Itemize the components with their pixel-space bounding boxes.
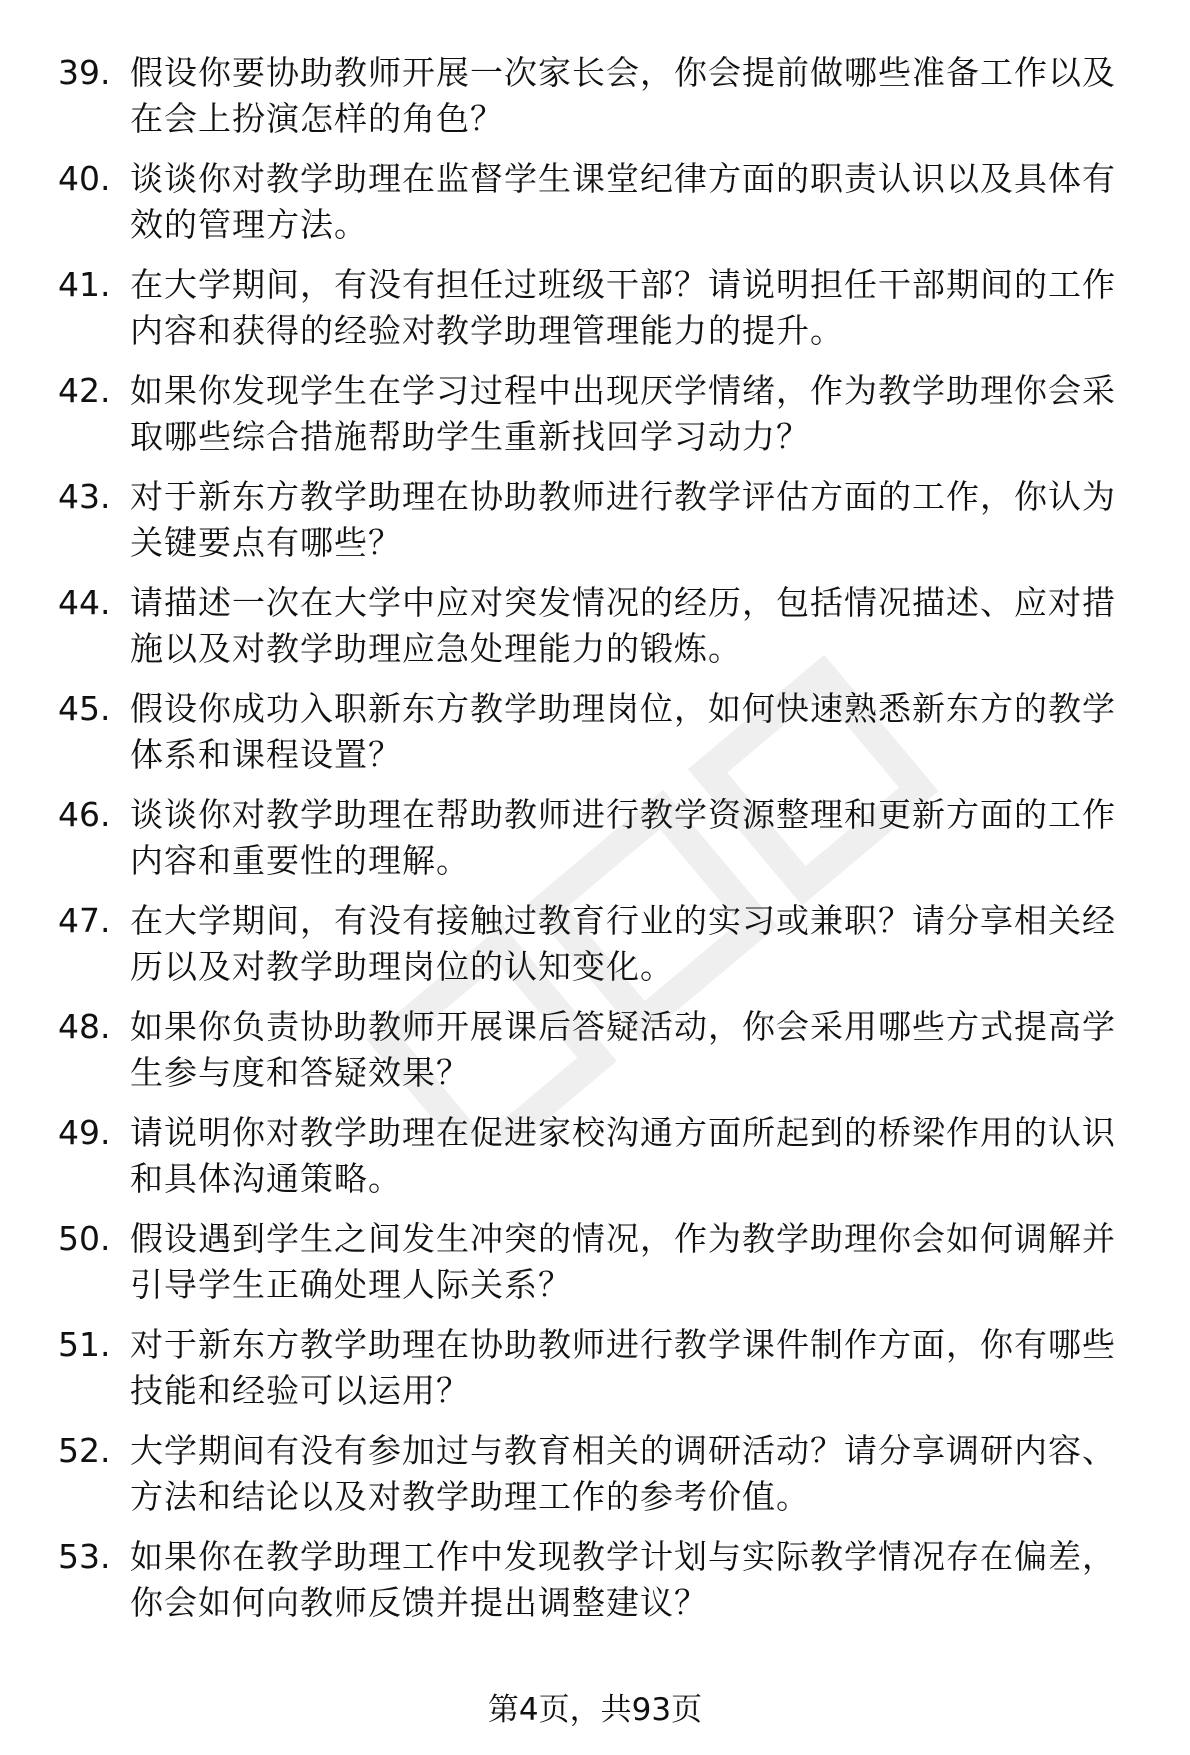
question-number: 45. (58, 689, 111, 728)
question-item (58, 580, 1148, 686)
question-item (58, 686, 1148, 792)
question-item (58, 898, 1148, 1004)
question-number: 46. (58, 795, 111, 834)
question-number: 41. (58, 265, 111, 304)
question-text: 假设你成功入职新东方教学助理岗位，如何快速熟悉新东方的教学体系和课程设置？ (130, 689, 1116, 774)
question-text: 如果你在教学助理工作中发现教学计划与实际教学情况存在偏差，你会如何向教师反馈并提出调整建议？ (130, 1537, 1116, 1622)
question-text: 假设遇到学生之间发生冲突的情况，作为教学助理你会如何调解并引导学生正确处理人际关系？ (130, 1219, 1116, 1304)
question-text: 假设你要协助教师开展一次家长会，你会提前做哪些准备工作以及在会上扮演怎样的角色？ (130, 53, 1116, 138)
question-item (58, 156, 1148, 262)
question-text: 如果你负责协助教师开展课后答疑活动，你会采用哪些方式提高学生参与度和答疑效果？ (130, 1007, 1116, 1092)
question-item (58, 1110, 1148, 1216)
question-text: 请说明你对教学助理在促进家校沟通方面所起到的桥梁作用的认识和具体沟通策略。 (130, 1113, 1116, 1198)
question-item (58, 1216, 1148, 1322)
question-number: 50. (58, 1219, 111, 1258)
question-number: 48. (58, 1007, 111, 1046)
question-text: 在大学期间，有没有接触过教育行业的实习或兼职？请分享相关经历以及对教学助理岗位的认知变化。 (130, 901, 1116, 986)
question-text: 请描述一次在大学中应对突发情况的经历，包括情况描述、应对措施以及对教学助理应急处理能力的锻炼。 (130, 583, 1116, 668)
question-item (58, 50, 1148, 156)
page-number-footer: 第4页，共93页 (487, 1692, 703, 1728)
question-number: 40. (58, 159, 111, 198)
question-text: 谈谈你对教学助理在帮助教师进行教学资源整理和更新方面的工作内容和重要性的理解。 (130, 795, 1116, 880)
question-item (58, 1534, 1148, 1640)
question-item (58, 1428, 1148, 1534)
question-number: 52. (58, 1431, 111, 1470)
question-text: 对于新东方教学助理在协助教师进行教学评估方面的工作，你认为关键要点有哪些？ (130, 477, 1116, 562)
question-item (58, 1322, 1148, 1428)
question-number: 53. (58, 1537, 111, 1576)
question-text: 大学期间有没有参加过与教育相关的调研活动？请分享调研内容、方法和结论以及对教学助理工作的参考价值。 (130, 1431, 1116, 1516)
question-text: 如果你发现学生在学习过程中出现厌学情绪，作为教学助理你会采取哪些综合措施帮助学生重新找回学习动力？ (130, 371, 1116, 456)
question-item (58, 368, 1148, 474)
question-number: 43. (58, 477, 111, 516)
question-item (58, 262, 1148, 368)
question-list (58, 50, 1148, 1640)
question-item (58, 1004, 1148, 1110)
question-text: 谈谈你对教学助理在监督学生课堂纪律方面的职责认识以及具体有效的管理方法。 (130, 159, 1116, 244)
question-text: 对于新东方教学助理在协助教师进行教学课件制作方面，你有哪些技能和经验可以运用？ (130, 1325, 1116, 1410)
question-number: 39. (58, 53, 111, 92)
question-number: 42. (58, 371, 111, 410)
question-text: 在大学期间，有没有担任过班级干部？请说明担任干部期间的工作内容和获得的经验对教学助理管理能力的提升。 (130, 265, 1116, 350)
question-number: 49. (58, 1113, 111, 1152)
question-number: 51. (58, 1325, 111, 1364)
question-number: 47. (58, 901, 111, 940)
question-item (58, 474, 1148, 580)
question-item (58, 792, 1148, 898)
question-number: 44. (58, 583, 111, 622)
